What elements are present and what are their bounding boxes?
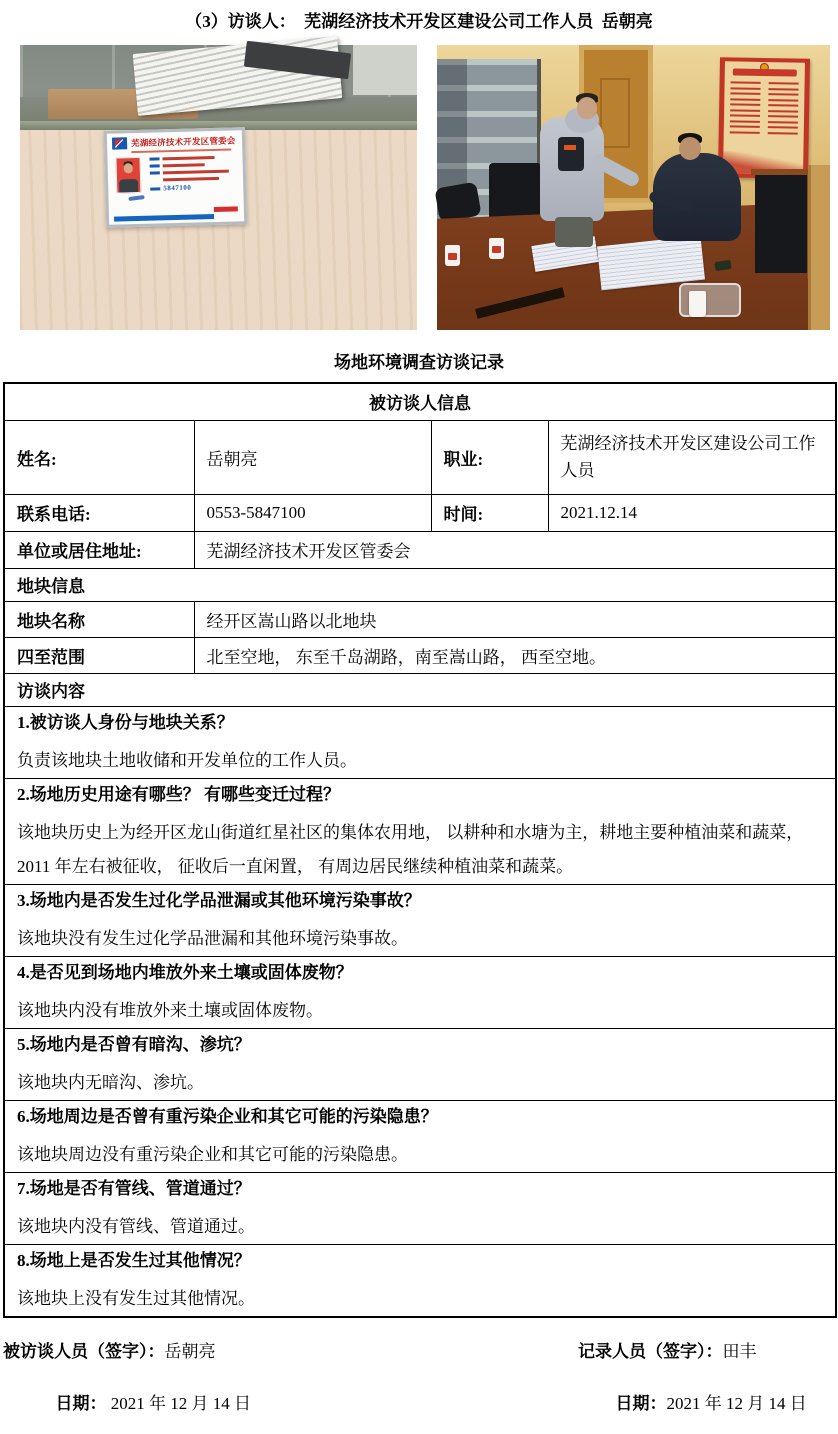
wooden-cabinet bbox=[808, 165, 830, 330]
badge-body bbox=[107, 150, 243, 201]
table-row-section-interviewee bbox=[4, 383, 836, 420]
paper-cup bbox=[689, 291, 706, 317]
recorder-sign-name: 田丰 bbox=[722, 1342, 757, 1361]
photo-row bbox=[20, 45, 830, 330]
record-title: 场地环境调查访谈记录 bbox=[334, 353, 504, 372]
door-panel bbox=[600, 78, 630, 148]
poster-column bbox=[768, 82, 798, 134]
standing-person-head bbox=[577, 97, 597, 119]
badge-info-line bbox=[150, 169, 238, 174]
answer-text: 该地块内没有管线、管道通过。 bbox=[17, 1216, 255, 1236]
chair-back bbox=[755, 173, 813, 273]
recorder-sign-label: 记录人员（签字）： bbox=[578, 1342, 723, 1361]
parcel-boundary-label: 四至范围 bbox=[4, 637, 194, 673]
interviewee-sign-label: 被访谈人员（签字）： bbox=[3, 1342, 165, 1361]
paper-cup bbox=[445, 245, 460, 266]
badge-title: 芜湖经济技术开发区管委会 bbox=[130, 135, 236, 149]
question-text: 1.被访谈人身份与地块关系？ bbox=[17, 712, 234, 732]
qa-item bbox=[4, 778, 836, 884]
answer-text: 该地块没有发生过化学品泄漏和其他环境污染事故。 bbox=[17, 928, 408, 948]
badge-bottom-stripe bbox=[114, 214, 214, 222]
answer-text: 该地块历史上为经开区龙山街道红星社区的集体农用地， 以耕种和水塘为主，耕地主要种植油菜和蔬菜， 2011 年左右被征收， 征收后一直闲置， 有周边居民继续种植油菜和蔬菜。 bbox=[17, 822, 804, 876]
poster-panel bbox=[723, 61, 805, 174]
parcel-name-label: 地块名称 bbox=[4, 601, 194, 637]
section-header-interviewee: 被访谈人信息 bbox=[4, 383, 836, 420]
answer-text: 负责该地块土地收储和开发单位的工作人员。 bbox=[17, 750, 357, 770]
answer-text: 该地块内无暗沟、渗坑。 bbox=[17, 1072, 204, 1092]
table-row-qa-6 bbox=[4, 1100, 836, 1172]
table-row-parcel-name bbox=[4, 601, 836, 637]
table-row-qa-2 bbox=[4, 778, 836, 884]
table-row-parcel-boundary bbox=[4, 637, 836, 673]
interviewee-sign-name: 岳朝亮 bbox=[164, 1342, 216, 1361]
photo-interview-signing bbox=[437, 45, 830, 330]
badge-logo-icon bbox=[112, 137, 127, 149]
answer-text: 该地块周边没有重污染企业和其它可能的污染隐患。 bbox=[17, 1144, 408, 1164]
badge-photo-suit bbox=[119, 179, 138, 192]
qa-item bbox=[4, 1028, 836, 1100]
document-heading: （3）访谈人： 芜湖经济技术开发区建设公司工作人员 岳朝亮 bbox=[185, 12, 653, 31]
photo-office-name-badge bbox=[20, 45, 417, 330]
qa-item bbox=[4, 1172, 836, 1244]
table-row-phone-time bbox=[4, 494, 836, 531]
question-text: 3.场地内是否发生过化学品泄漏或其他环境污染事故？ bbox=[17, 890, 421, 910]
table-row-qa-4 bbox=[4, 956, 836, 1028]
paper-cup bbox=[489, 238, 504, 259]
table-row-name-occupation bbox=[4, 420, 836, 494]
poster-text-columns bbox=[730, 81, 798, 134]
badge-photo-face bbox=[124, 163, 133, 173]
badge-signature-scribble bbox=[128, 195, 144, 201]
answer-text: 该地块上没有发生过其他情况。 bbox=[17, 1288, 255, 1308]
name-label: 姓名: bbox=[4, 420, 194, 494]
time-value: 2021.12.14 bbox=[548, 494, 836, 531]
answer-text: 该地块内没有堆放外来土壤或固体废物。 bbox=[17, 1000, 323, 1020]
signature-footer bbox=[0, 1335, 838, 1413]
badge-info-lines bbox=[149, 154, 238, 199]
section-header-interview: 访谈内容 bbox=[4, 673, 836, 706]
badge-phone-line bbox=[150, 183, 238, 191]
qa-item bbox=[4, 1100, 836, 1172]
occupation-value: 芜湖经济技术开发区建设公司工作人员 bbox=[548, 420, 836, 494]
qa-item bbox=[4, 956, 836, 1028]
qa-item bbox=[4, 1244, 836, 1317]
question-text: 8.场地上是否发生过其他情况？ bbox=[17, 1250, 251, 1270]
date-label: 日期： bbox=[615, 1394, 667, 1413]
badge-phone-number: 5847100 bbox=[163, 183, 192, 193]
seated-person-head bbox=[679, 137, 701, 160]
recorder-date-line bbox=[590, 1369, 807, 1434]
shirt-logo bbox=[564, 145, 576, 150]
badge-info-line bbox=[149, 155, 237, 160]
red-wall-poster bbox=[718, 57, 810, 179]
table-row-section-interview bbox=[4, 673, 836, 706]
interviewee-signature-line bbox=[3, 1337, 216, 1362]
parcel-name-value: 经开区嵩山路以北地块 bbox=[194, 601, 836, 637]
badge-info-line bbox=[150, 162, 238, 167]
standing-person-legs bbox=[555, 217, 593, 247]
black-bag bbox=[434, 182, 481, 223]
table-row-qa-3 bbox=[4, 884, 836, 956]
badge-red-stripe bbox=[214, 206, 238, 212]
phone-value: 0553-5847100 bbox=[194, 494, 431, 531]
interviewee-date-line bbox=[30, 1369, 251, 1434]
address-value: 芜湖经济技术开发区管委会 bbox=[194, 531, 836, 568]
qa-item bbox=[4, 884, 836, 956]
name-badge bbox=[104, 127, 247, 228]
question-text: 5.场地内是否曾有暗沟、渗坑？ bbox=[17, 1034, 251, 1054]
section-header-parcel: 地块信息 bbox=[4, 568, 836, 601]
table-row-qa-5 bbox=[4, 1028, 836, 1100]
chair-back bbox=[489, 163, 541, 219]
table-row-address bbox=[4, 531, 836, 568]
table-row-qa-8 bbox=[4, 1244, 836, 1317]
address-label: 单位或居住地址: bbox=[4, 531, 194, 568]
occupation-label: 职业: bbox=[431, 420, 548, 494]
question-text: 6.场地周边是否曾有重污染企业和其它可能的污染隐患？ bbox=[17, 1106, 438, 1126]
table-row-section-parcel bbox=[4, 568, 836, 601]
table-row-qa-1 bbox=[4, 706, 836, 778]
date-label: 日期： bbox=[55, 1394, 107, 1413]
standing-person-shirt bbox=[558, 137, 584, 171]
parcel-boundary-value: 北至空地， 东至千岛湖路，南至嵩山路， 西至空地。 bbox=[194, 637, 836, 673]
qa-item bbox=[4, 706, 836, 778]
table-row-qa-7 bbox=[4, 1172, 836, 1244]
wall-corner bbox=[353, 45, 417, 95]
question-text: 2.场地历史用途有哪些？ 有哪些变迁过程？ bbox=[17, 784, 340, 804]
recorder-date: 2021 年 12 月 14 日 bbox=[666, 1394, 807, 1413]
question-text: 7.场地是否有管线、管道通过？ bbox=[17, 1178, 251, 1198]
poster-column bbox=[730, 81, 760, 133]
poster-title-banner bbox=[733, 68, 797, 76]
badge-id-photo bbox=[115, 157, 141, 194]
recorder-signature-line bbox=[578, 1337, 757, 1362]
time-label: 时间: bbox=[431, 494, 548, 531]
badge-info-line bbox=[150, 176, 238, 181]
name-value: 岳朝亮 bbox=[194, 420, 431, 494]
interviewee-date: 2021 年 12 月 14 日 bbox=[110, 1394, 251, 1413]
question-text: 4.是否见到场地内堆放外来土壤或固体废物？ bbox=[17, 962, 353, 982]
phone-label: 联系电话: bbox=[4, 494, 194, 531]
interview-record-table bbox=[3, 382, 837, 1318]
badge-header bbox=[107, 130, 242, 151]
